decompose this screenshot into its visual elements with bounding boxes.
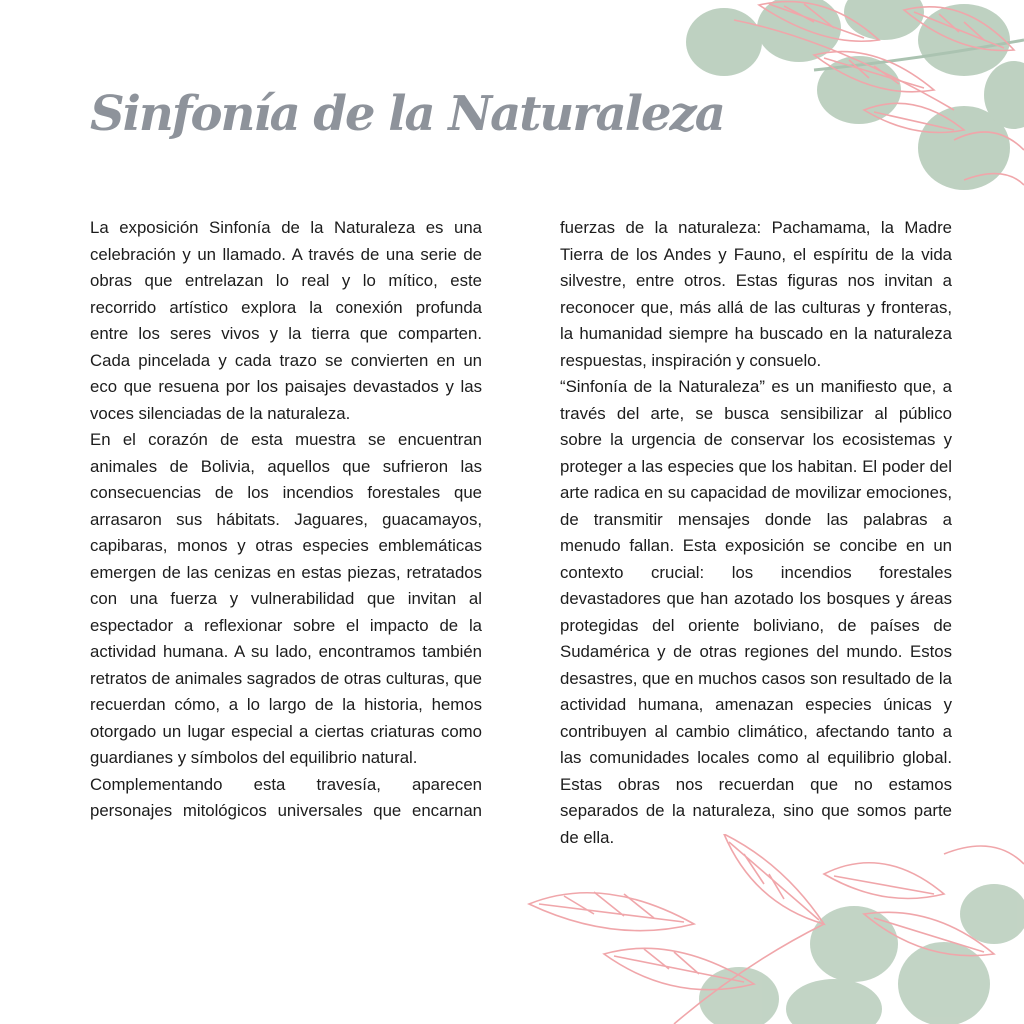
paragraph: fuerzas de la naturaleza: Pachamama, la Madre Tierra de los Andes y Fauno, el espíritu de la vida silvestre, entre otros. Estas figuras nos invitan a reconocer que, más allá de las culturas y fronteras, la humanidad siempre ha buscado en la naturaleza respuestas, inspiración y consuelo. (560, 218, 952, 370)
paragraph: La exposición Sinfonía de la Naturaleza es una celebración y un llamado. A través de una serie de obras que entrelazan lo real y lo mítico, este recorrido artístico explora la conexión profunda entre los seres vivos y la tierra que comparten. Cada pincelada y cada trazo se convierten en un eco que resuena por los paisajes devastados y las voces silenciadas de la naturaleza. (90, 218, 482, 423)
pink-line-leaves-icon (529, 834, 1024, 1024)
bottom-right-foliage (524, 834, 1024, 1024)
pink-line-leaves-icon (734, 2, 1024, 185)
page-title: Sinfonía de la Naturaleza (90, 86, 724, 142)
paragraph: En el corazón de esta muestra se encuentran animales de Bolivia, aquellos que sufrieron las consecuencias de los incendios forestales que arrasaron sus hábitats. Jaguares, guacamayos, capibaras, monos y otras especies emblemáticas emergen de las cenizas en estas piezas, retratados con una fuerza y vulnerabilidad que invitan al espectador a reflexionar sobre el impacto de la actividad humana. A su lado, encontramos también retratos de animales sagrados de otras culturas, que recuerdan cómo, a lo largo de la historia, hemos otorgado un lugar especial a ciertas criaturas como guardianes y símbolos del equilibrio natural. (90, 430, 482, 767)
left-text-column (90, 215, 482, 825)
right-text-column (560, 215, 952, 851)
paragraph: “Sinfonía de la Naturaleza” es un manifiesto que, a través del arte, se busca sensibilizar al público sobre la urgencia de conservar los ecosistemas y proteger a las especies que los habitan. El poder del arte radica en su capacidad de movilizar emociones, de transmitir mensajes donde las palabras a menudo fallan. Esta exposición se concibe en un contexto crucial: los incendios forestales devastadores que han azotado los bosques y áreas protegidas del oriente boliviano, de países de Sudamérica y de otras regiones del mundo. Estos desastres, que en muchos casos son resultado de la actividad humana, amenazan especies únicas y contribuyen al cambio climático, afectando tanto a las comunidades locales como al equilibrio global. Estas obras nos recuerdan que no estamos separados de la naturaleza, sino que somos parte de ella. (560, 377, 952, 847)
eucalyptus-leaves-icon (686, 0, 1024, 190)
paragraph: Complementando esta travesía, aparecen personajes mitológicos universales que encarnan (90, 774, 482, 820)
eucalyptus-leaves-icon (699, 884, 1024, 1024)
